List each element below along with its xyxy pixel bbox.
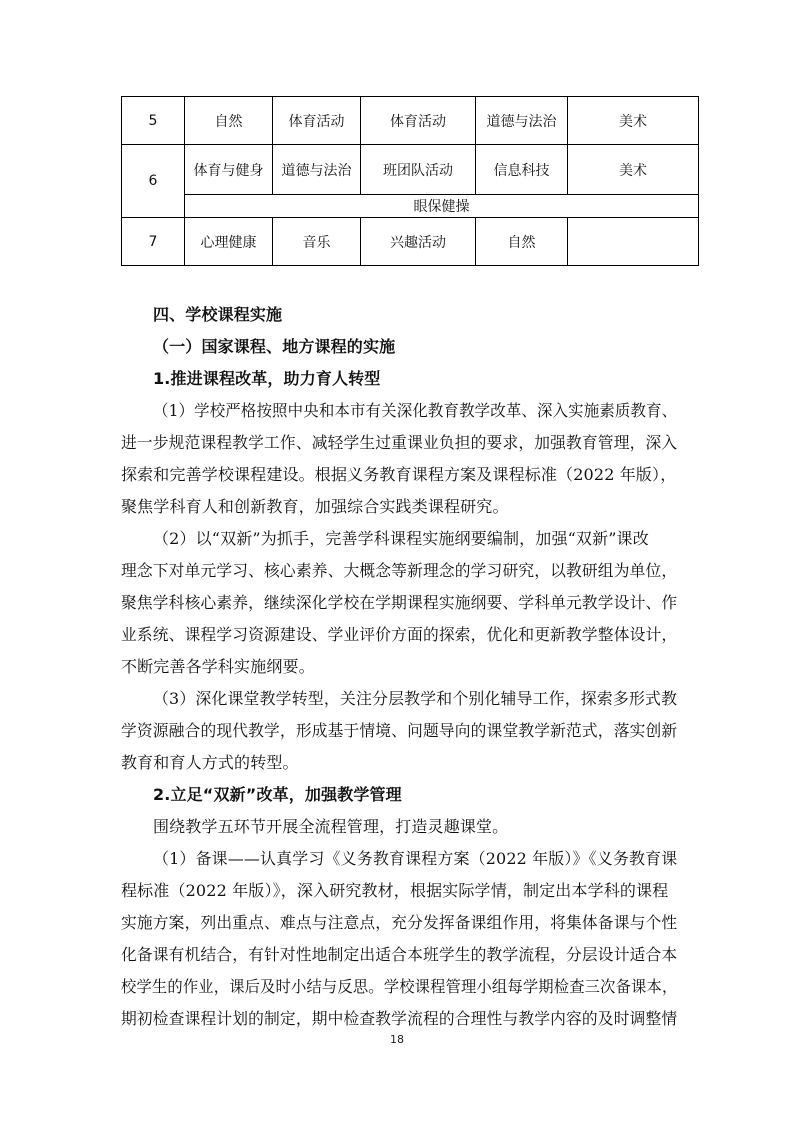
paragraph-line: 程标准（2022 年版）》，深入研究教材，根据实际学情，制定出本学科的课程: [121, 881, 669, 900]
subsection-heading: （一）国家课程、地方课程的实施: [153, 337, 396, 356]
table-row: [122, 97, 699, 145]
table-cell: 自然: [185, 97, 273, 145]
paragraph-line: 化备课有机结合，有针对性地制定出适合本班学生的教学流程，分层设计适合本: [121, 945, 678, 964]
table-cell: 体育与健身: [185, 145, 273, 195]
table-cell: 兴趣活动: [361, 218, 476, 266]
paragraph-line: 业系统、课程学习资源建设、学业评价方面的探索，优化和更新教学整体设计，: [121, 625, 678, 644]
paragraph-line: 期初检查课程计划的制定，期中检查教学流程的合理性与教学内容的及时调整情: [121, 1009, 678, 1028]
paragraph-line: （1）备课——认真学习《义务教育课程方案（2022 年版）》《义务教育课: [153, 849, 678, 868]
paragraph-line: （2）以“双新”为抓手，完善学科课程实施纲要编制，加强“双新”课改: [153, 529, 649, 548]
period-number: 5: [122, 97, 185, 145]
table-cell: [568, 218, 699, 266]
paragraph-line: 实施方案，列出重点、难点与注意点，充分发挥备课组作用，将集体备课与个性: [121, 913, 678, 932]
span-cell: 眼保健操: [185, 195, 699, 218]
table-cell: 音乐: [273, 218, 361, 266]
table-cell: 班团队活动: [361, 145, 476, 195]
paragraph-line: 探索和完善学校课程建设。根据义务教育课程方案及课程标准（2022 年版），: [121, 465, 677, 484]
page-number: 18: [390, 1033, 404, 1046]
table-cell: 道德与法治: [273, 145, 361, 195]
schedule-table: [121, 96, 699, 266]
paragraph-line: 不断完善各学科实施纲要。: [121, 657, 315, 676]
paragraph-line: 聚焦学科育人和创新教育，加强综合实践类课程研究。: [121, 497, 509, 516]
paragraph-line: 围绕教学五环节开展全流程管理，打造灵趣课堂。: [153, 817, 509, 836]
table-cell: 心理健康: [185, 218, 273, 266]
paragraph-line: 学资源融合的现代教学，形成基于情境、问题导向的课堂教学新范式，落实创新: [121, 721, 678, 740]
paragraph-line: 聚焦学科核心素养，继续深化学校在学期课程实施纲要、学科单元教学设计、作: [121, 593, 678, 612]
table-cell: 信息科技: [476, 145, 568, 195]
period-number: 7: [122, 218, 185, 266]
item-heading: 1.推进课程改革，助力育人转型: [153, 369, 381, 388]
table-cell: 美术: [568, 97, 699, 145]
paragraph-line: 校学生的作业，课后及时小结与反思。学校课程管理小组每学期检查三次备课本，: [121, 977, 678, 996]
section-heading: 四、学校课程实施: [153, 305, 283, 324]
period-number: 6: [122, 145, 185, 218]
table-row: [122, 195, 699, 218]
paragraph-line: 进一步规范课程教学工作、减轻学生过重课业负担的要求，加强教育管理，深入: [121, 433, 678, 452]
item-heading: 2.立足“双新”改革，加强教学管理: [153, 785, 402, 804]
table-cell: 自然: [476, 218, 568, 266]
table-cell: 道德与法治: [476, 97, 568, 145]
paragraph-line: （1）学校严格按照中央和本市有关深化教育教学改革、深入实施素质教育、: [153, 401, 678, 420]
table-row: [122, 145, 699, 195]
table-cell: 体育活动: [273, 97, 361, 145]
paragraph-line: 教育和育人方式的转型。: [121, 753, 299, 772]
table-row: [122, 218, 699, 266]
table-cell: 美术: [568, 145, 699, 195]
table-cell: 体育活动: [361, 97, 476, 145]
paragraph-line: 理念下对单元学习、核心素养、大概念等新理念的学习研究，以教研组为单位，: [121, 561, 678, 580]
paragraph-line: （3）深化课堂教学转型，关注分层教学和个别化辅导工作，探索多形式教: [153, 689, 678, 708]
